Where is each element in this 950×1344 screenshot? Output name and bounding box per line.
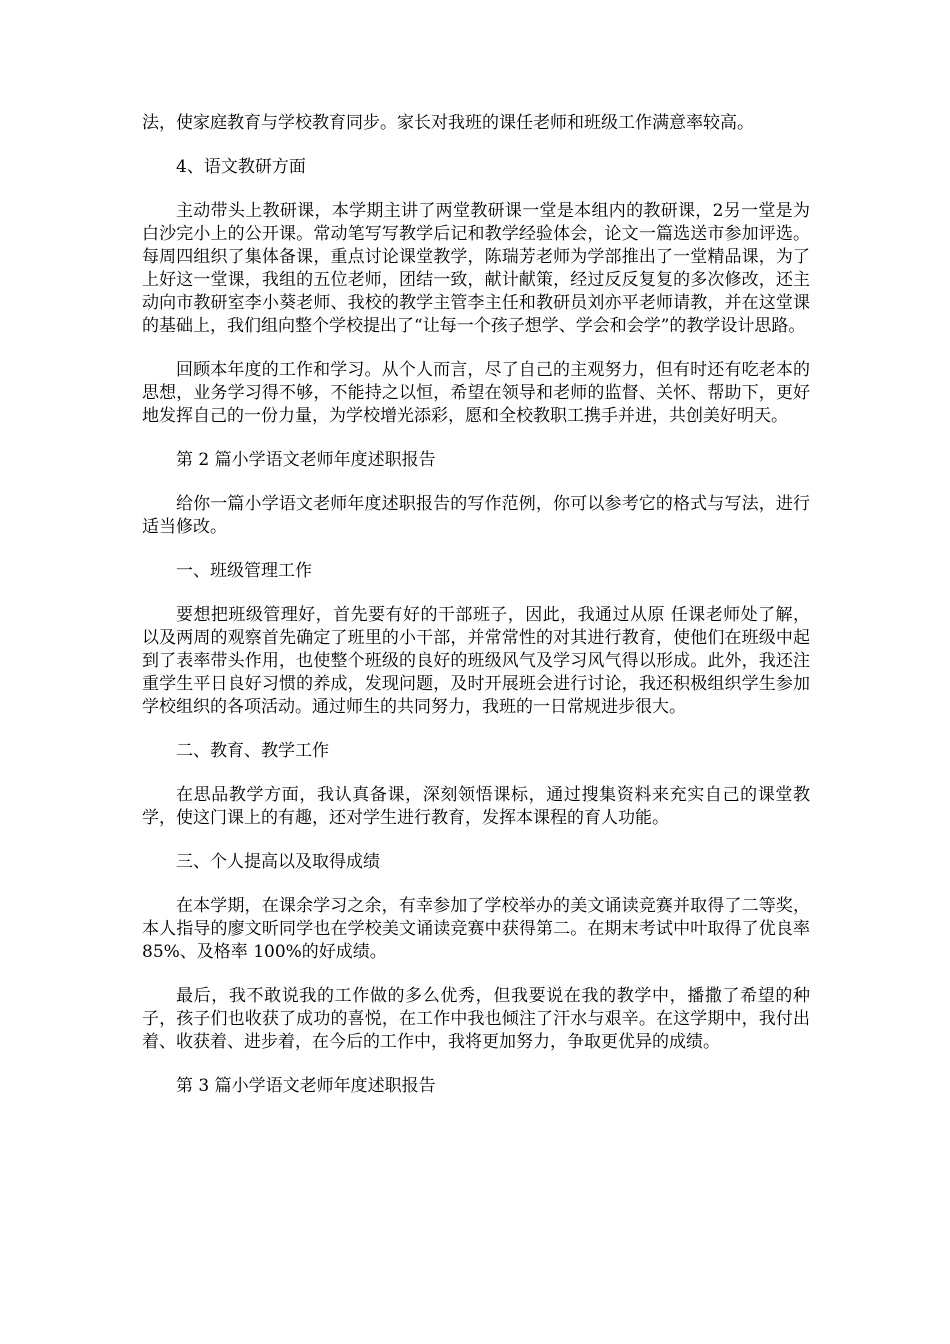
paragraph-class-management: 要想把班级管理好，首先要有好的干部班子，因此，我通过从原 任课老师处了解，以及两周的观察首先确定了班里的小干部，并常常性的对其进行教育，使他们在班级中起到了表率带头作用，也使整个班级的良好的班级风气及学习风气得以形成。此外，我还注重学生平日良好习惯的养成，发现问题，及时开展班会进行讨论，我还积极组织学生参加学校组织的各项活动。通过师生的共同努力，我班的一日常规进步很大。 bbox=[142, 605, 810, 717]
article-title-2: 第 2 篇小学语文老师年度述职报告 bbox=[176, 450, 436, 470]
paragraph-conclusion: 最后，我不敢说我的工作做的多么优秀，但我要说在我的教学中，播撒了希望的种子，孩子们也收获了成功的喜悦，在工作中我也倾注了汗水与艰辛。在这学期中，我付出着、收获着、进步着，在今后的工作中，我将更加努力，争取更优异的成绩。 bbox=[142, 986, 810, 1052]
section-heading-achievements: 三、个人提高以及取得成绩 bbox=[176, 852, 380, 872]
paragraph-teaching: 在思品教学方面，我认真备课，深刻领悟课标，通过搜集资料来充实自己的课堂教学，使这门课上的有趣，还对学生进行教育，发挥本课程的育人功能。 bbox=[142, 785, 810, 828]
paragraph-review: 回顾本年度的工作和学习。从个人而言，尽了自己的主观努力，但有时还有吃老本的思想，业务学习得不够，不能持之以恒，希望在领导和老师的监督、关怀、帮助下，更好地发挥自己的一份力量，为学校增光添彩，愿和全校教职工携手并进，共创美好明天。 bbox=[142, 360, 810, 426]
paragraph-intro: 给你一篇小学语文老师年度述职报告的写作范例，你可以参考它的格式与写法，进行适当修改。 bbox=[142, 494, 810, 537]
article-title-3: 第 3 篇小学语文老师年度述职报告 bbox=[176, 1076, 436, 1096]
document-body bbox=[142, 112, 810, 1119]
section-heading-class-management: 一、班级管理工作 bbox=[176, 561, 312, 581]
paragraph-continuation: 法，使家庭教育与学校教育同步。家长对我班的课任老师和班级工作满意率较高。 bbox=[142, 113, 754, 133]
section-heading-research: 4、语文教研方面 bbox=[176, 157, 306, 177]
paragraph-achievements: 在本学期，在课余学习之余，有幸参加了学校举办的美文诵读竞赛并取得了二等奖，本人指导的廖文昕同学也在学校美文诵读竞赛中获得第二。在期末考试中叶取得了优良率 85%、及格率 100%的好成绩。 bbox=[142, 896, 810, 962]
paragraph-research: 主动带头上教研课，本学期主讲了两堂教研课一堂是本组内的教研课，2另一堂是为白沙完小上的公开课。常动笔写写教学后记和教学经验体会，论文一篇选送市参加评选。每周四组织了集体备课，重点讨论课堂教学，陈瑞芳老师为学部推出了一堂精品课，为了上好这一堂课，我组的五位老师，团结一致，献计献策，经过反反复复的多次修改，还主动向市教研室李小葵老师、我校的教学主管李主任和教研员刘亦平老师请教，并在这堂课的基础上，我们组向整个学校提出了“让每一个孩子想学、学会和会学”的教学设计思路。 bbox=[142, 201, 810, 336]
section-heading-teaching: 二、教育、教学工作 bbox=[176, 741, 329, 761]
